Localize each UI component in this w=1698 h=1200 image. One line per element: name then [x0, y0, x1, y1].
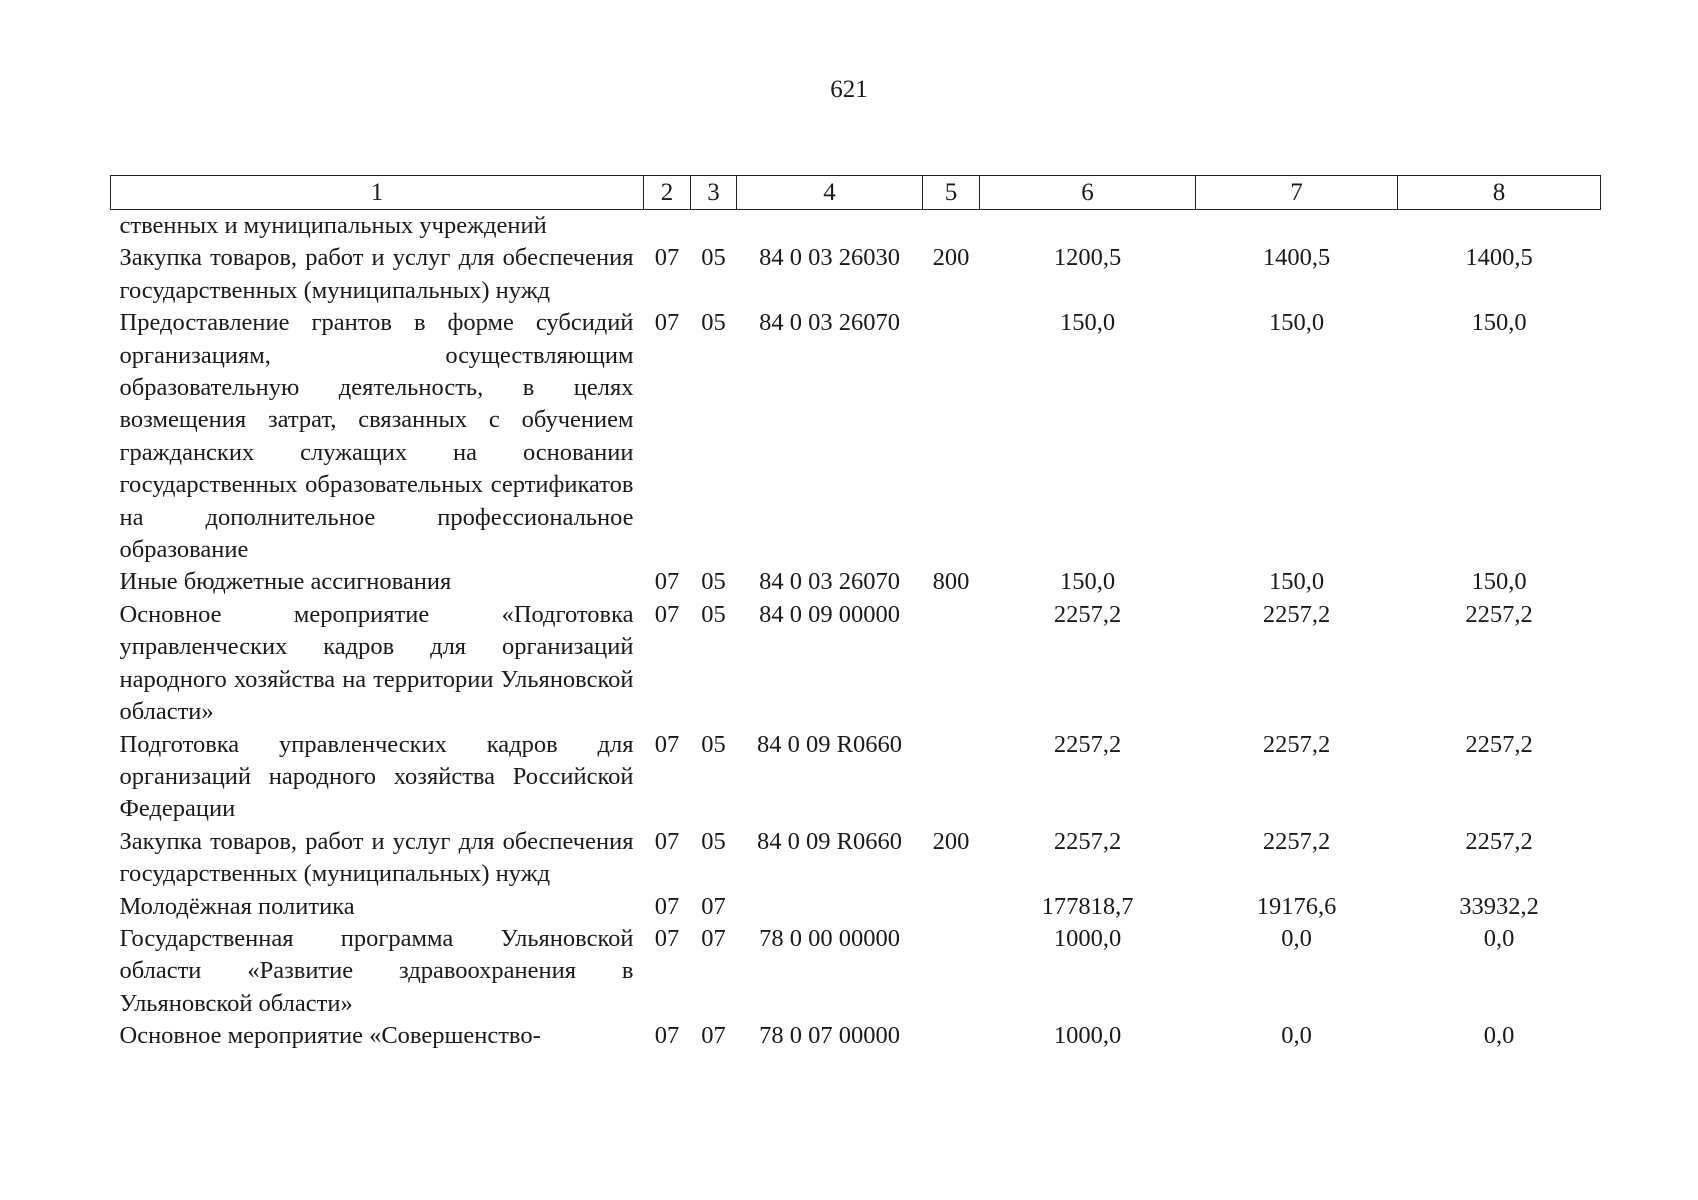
- row-value-2: [1196, 210, 1398, 243]
- row-section: 07: [654, 244, 680, 272]
- header-row: [111, 176, 1601, 210]
- row-target-code: 78 0 07 00000: [759, 1022, 900, 1050]
- row-value-3: 2257,2: [1465, 600, 1533, 628]
- row-subsection: [691, 210, 737, 243]
- row-value-1: 1200,5: [1053, 244, 1122, 272]
- row-section: 07: [654, 827, 680, 855]
- table-row: [111, 729, 1601, 826]
- row-value-1: 1000,0: [1053, 924, 1122, 952]
- row-value-2: 0,0: [1281, 1022, 1312, 1050]
- row-subsection: 05: [701, 568, 726, 596]
- row-value-3: 33932,2: [1459, 892, 1539, 920]
- row-value-2: 19176,6: [1256, 892, 1337, 920]
- row-value-3: [1398, 210, 1601, 243]
- table-row: [111, 1020, 1601, 1052]
- row-subsection: 05: [701, 244, 726, 272]
- table-row: [111, 566, 1601, 598]
- row-value-2: 1400,5: [1262, 244, 1331, 272]
- row-expense-type: 200: [932, 827, 970, 855]
- row-name: Подготовка управленческих кадров для организаций народного хозяйства Российской Федерации: [119, 730, 634, 823]
- row-target-code: [737, 891, 923, 923]
- row-value-3: 150,0: [1471, 568, 1527, 596]
- row-target-code: [737, 210, 923, 243]
- row-value-3: 0,0: [1483, 924, 1515, 952]
- row-value-2: 2257,2: [1262, 827, 1331, 855]
- row-expense-type: [923, 210, 980, 243]
- row-value-2: 2257,2: [1262, 730, 1331, 758]
- header-col-5: 5: [923, 176, 980, 210]
- row-target-code: 84 0 09 R0660: [757, 827, 902, 855]
- row-target-code: 84 0 03 26030: [759, 244, 900, 272]
- header-col-4: 4: [737, 176, 923, 210]
- table-body: [111, 210, 1601, 1053]
- header-col-3: 3: [691, 176, 737, 210]
- row-expense-type: [923, 923, 980, 1020]
- row-target-code: 84 0 03 26070: [759, 309, 900, 337]
- table-row: [111, 210, 1601, 243]
- row-section: 07: [654, 1022, 680, 1050]
- row-name: Молодёжная политика: [119, 892, 355, 920]
- page-number: 621: [830, 76, 868, 103]
- header-col-6: 6: [980, 176, 1196, 210]
- row-name: Закупка товаров, работ и услуг для обеспечения государственных (муниципальных) нужд: [119, 244, 634, 304]
- row-section: [644, 210, 691, 243]
- row-subsection: 07: [701, 892, 726, 920]
- row-value-2: 0,0: [1281, 924, 1312, 952]
- table-row: [111, 891, 1601, 923]
- row-value-2: 150,0: [1268, 568, 1325, 596]
- row-value-1: 2257,2: [1053, 827, 1122, 855]
- table-row: [111, 242, 1601, 307]
- header-col-2: 2: [644, 176, 691, 210]
- table-row: [111, 599, 1601, 729]
- header-col-1: 1: [111, 176, 644, 210]
- row-value-3: 0,0: [1483, 1022, 1515, 1050]
- row-expense-type: [923, 729, 980, 826]
- row-value-1: 150,0: [1059, 568, 1116, 596]
- row-value-2: 150,0: [1268, 309, 1325, 337]
- row-name: Основное мероприятие «Совершенство-: [119, 1022, 541, 1050]
- row-target-code: 78 0 00 00000: [759, 924, 900, 952]
- row-expense-type: 200: [932, 244, 970, 272]
- row-name: Закупка товаров, работ и услуг для обеспечения государственных (муниципальных) нужд: [119, 827, 634, 888]
- row-section: 07: [654, 309, 680, 337]
- row-value-1: 177818,7: [1041, 892, 1134, 920]
- row-target-code: 84 0 03 26070: [759, 568, 900, 596]
- budget-table: [110, 175, 1601, 1053]
- row-value-1: 150,0: [1059, 309, 1116, 337]
- row-section: 07: [654, 600, 680, 628]
- row-subsection: 07: [701, 1022, 726, 1050]
- row-value-1: 1000,0: [1053, 1022, 1122, 1050]
- row-value-3: 2257,2: [1465, 730, 1533, 758]
- row-value-1: [980, 210, 1196, 243]
- row-subsection: 07: [701, 924, 726, 952]
- row-section: 07: [654, 924, 680, 952]
- row-value-3: 150,0: [1471, 309, 1527, 337]
- row-name: Государственная программа Ульяновской области «Развитие здравоохранения в Ульяновской области»: [119, 924, 634, 1017]
- row-name: Предоставление грантов в форме субсидий организациям, осуществляющим образовательную деятельность, в целях возмещения затрат, связанных с обучением гражданских служащих на основании государственных образовательных сертификатов на дополнительное профессиональное образование: [119, 309, 634, 564]
- row-name: ственных и муниципальных учреждений: [119, 212, 547, 239]
- row-subsection: 05: [701, 309, 726, 337]
- row-expense-type: [923, 307, 980, 566]
- row-expense-type: [923, 1020, 980, 1052]
- row-section: 07: [654, 568, 680, 596]
- row-section: 07: [654, 892, 680, 920]
- row-value-1: 2257,2: [1053, 600, 1122, 628]
- table-row: [111, 307, 1601, 566]
- row-value-1: 2257,2: [1053, 730, 1122, 758]
- row-expense-type: 800: [932, 568, 970, 596]
- row-name: Основное мероприятие «Подготовка управленческих кадров для организаций народного хозяйства на территории Ульяновской области»: [119, 600, 634, 726]
- table-header: [111, 176, 1601, 210]
- row-subsection: 05: [701, 600, 726, 628]
- row-expense-type: [923, 599, 980, 729]
- header-col-8: 8: [1398, 176, 1601, 210]
- row-target-code: 84 0 09 R0660: [757, 730, 902, 758]
- row-value-3: 1400,5: [1465, 244, 1533, 272]
- row-target-code: 84 0 09 00000: [759, 600, 900, 628]
- header-col-7: 7: [1196, 176, 1398, 210]
- row-expense-type: [923, 891, 980, 923]
- row-value-2: 2257,2: [1262, 600, 1331, 628]
- row-subsection: 05: [701, 827, 726, 855]
- row-name: Иные бюджетные ассигнования: [119, 568, 452, 596]
- table-row: [111, 923, 1601, 1020]
- budget-table-container: [110, 175, 1600, 1053]
- table-row: [111, 826, 1601, 891]
- row-section: 07: [654, 730, 680, 758]
- row-value-3: 2257,2: [1465, 827, 1533, 855]
- row-subsection: 05: [701, 730, 726, 758]
